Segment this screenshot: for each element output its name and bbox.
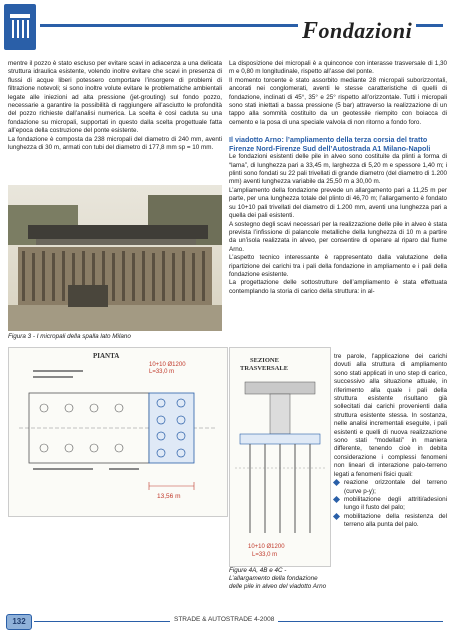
bullet-icon [333,513,340,520]
plan-dimension: 13,56 m [157,493,181,500]
paragraph: La progettazione delle sottostrutture dell’ampliamento è stata effettuata contemplando la storia di carico della struttura: in al- [229,279,447,295]
subheading: Il viadotto Arno: l’ampliamento della terza corsia del tratto Firenze Nord-Firenze Sud dell’Autostrada A1 Milano-Napoli [229,135,431,154]
section-title: Fondazioni [298,18,416,45]
page-footer [0,608,453,640]
bullet-icon [333,496,340,503]
section-annotation: 10+10 Ø1200 [248,544,285,550]
page-header [0,0,453,56]
paragraph: tre parole, l’applicazione dei carichi dovuti alla struttura di ampliamento sono stati applicati in uno step di carico, successivo alla situazione attuale, in riferimento alla quale i pali della struttura esistente risultano già sollecitati dai carichi provenienti dalla struttura esistente stessa. In sostanza, nelle analisi incrementali eseguite, i pali esistenti e quelli di nuova realizzazione sono stati “modellati” in maniera differente, tenendo cioè in debita considerazione i complessi fenomeni non lineari di interazione palo-terreno legati a fenomeni fisici quali: [334,353,447,478]
plan-annotation-length: L=33,0 m [149,369,175,375]
section-title-line1: SEZIONE [250,357,279,364]
right-column-text [229,60,447,296]
section-title-line2: TRASVERSALE [240,365,289,372]
figure-caption: Figure 4A, 4B e 4C - L’allargamento della fondazione delle pile in alveo del viadotto Arno [229,567,327,590]
paragraph: L’ampliamento della fondazione prevede un allargamento pari a 11,25 m per parte, per una lunghezza totale del plinto di 46,70 m; l’allargamento è fondato su 10+10 pali trivellati del diametro di 1.200 mm, aventi una lunghezza pari a quella dei pali esistenti. [229,186,447,220]
paragraph: mentre il pozzo è stato escluso per evitare scavi in adiacenza a una delicata struttura idraulica esistente, volendo inoltre evitare che scavi in presenza di flussi di acque liberi potessero comportare l’insorgere di problemi di filtrazione notevoli; si sono inoltre volute evitare le problematiche ambientali legate alle iniezioni ad alta pressione (jet-grouting) sul fondo pozzo, necessarie a garantire la possibilità di raggiungere all’asciutto le profondità del pozzo richieste dall’analisi numerica. La scelta è così caduta su una fondazione su micropali, supportati in questo dalla scelta progettuale fatta all’epoca della costruzione del ponte esistente. [8,60,222,135]
section-annotation-length: L=33,0 m [252,552,278,558]
list-item: reazione orizzontale del terreno (curve p-y); [334,479,447,496]
left-column-text [8,60,222,152]
paragraph: A sostegno degli scavi necessari per la realizzazione delle pile in alveo è stata prevista l’infissione di palancole metalliche della lunghezza di 10 m a partire da un’isola realizzata in alveo, per consentire di operare al riparo dal fiume Arno. [229,220,447,253]
paragraph: L’aspetto tecnico interessante è rappresentato dalla valutazione della ripartizione dei carichi tra i pali della fondazione in ampliamento e i pali della fondazione esistente. [229,254,447,278]
paragraph: Il momento torcente è stato assorbito mediante 28 micropali suborizzontali, ancorati nei conglomerati, aventi le stesse caratteristiche di quelli di fondazione, inclinati di 45°, 35° e 25° rispetto all’orizzontale. Tutti i micropali sono stati iniettati a bassa pressione (5 bar) attraverso la realizzazione di un tappo alla sommità costituito da un geotessile riempito con boiacca di cemento e la posa di una speciale valvola di non ritorno a fondo foro. [229,76,447,126]
bullet-icon [333,479,340,486]
magazine-name: STRADE & AUTOSTRADE 4-2008 [170,616,278,623]
photo-caption: Figura 3 - I micropali della spalla lato Milano [8,333,131,340]
list-item: mobilitazione degli attriti/adesioni lungo il fusto del palo; [334,496,447,513]
plan-drawing [8,347,228,517]
bullet-list [334,479,447,529]
foundation-icon [8,12,32,42]
cross-section-drawing [229,347,331,567]
right-narrow-column-text [334,353,447,530]
plan-annotation: 10+10 Ø1200 [149,362,186,368]
paragraph: La fondazione è composta da 238 micropali del diametro di 240 mm, aventi lunghezza di 30 m, armati con tubi del diametro di 177,8 mm sp = 10 mm. [8,135,222,152]
list-item: mobilitazione della resistenza del terreno alla punta del palo. [334,513,447,530]
paragraph: Le fondazioni esistenti delle pile in alveo sono costituite da plinti a forma di “lama”, di lunghezza pari a 33,45 m, larghezza di 5,20 m e spessore 1,40 m; i plinti sono fondati su 22 pali trivellati di grande diametro (del diametro di 1.200 mm) aventi lunghezza variabile da 25,50 m a 30,00 m. [229,153,447,186]
micropiles-photo [8,185,222,331]
section-logo [4,4,36,50]
paragraph: La disposizione dei micropali è a quinconce con interasse trasversale di 1,30 m e 0,80 m longitudinale, rispetto all’asse del ponte. [229,60,447,76]
plan-title: PIANTA [93,352,120,360]
page-number: 132 [6,614,32,630]
